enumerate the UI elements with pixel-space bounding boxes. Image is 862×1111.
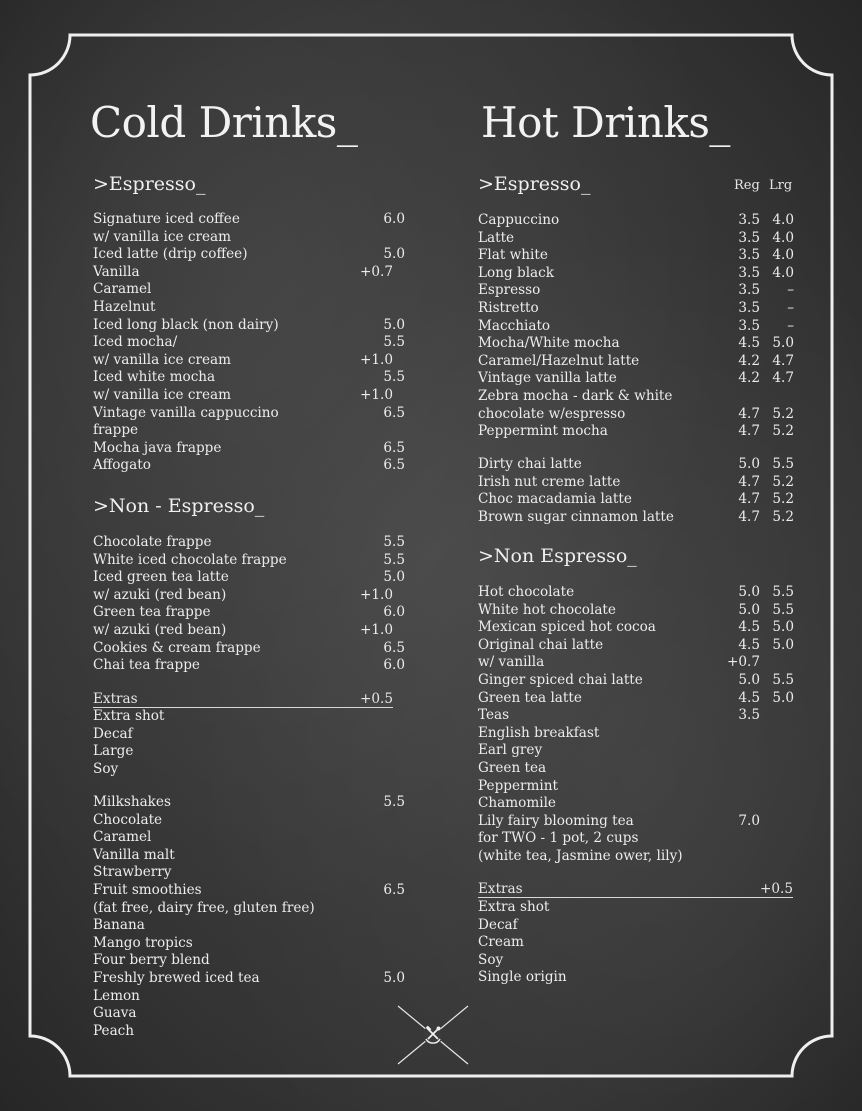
hot-drinks-title: Hot Drinks_ [481,98,730,147]
menu-item [478,637,808,655]
item-name: Ristretto [478,299,539,316]
item-price-regular: 4.5 [738,689,760,706]
menu-item [478,707,808,725]
extra-name: Soy [93,760,119,777]
item-name: (fat free, dairy free, gluten free) [93,899,315,916]
extra-item [478,969,808,987]
item-name: Ginger spiced chai latte [478,671,643,688]
item-name: Chai tea frappe [93,657,200,674]
item-price-regular: 4.7 [738,491,760,508]
item-name: Iced white mocha [93,369,216,386]
item-price-regular: 4.5 [738,335,760,352]
menu-item [93,281,413,299]
item-name: Dirty chai latte [478,456,582,472]
item-name: Original chai latte [478,636,604,653]
extra-item [93,708,413,726]
menu-item [93,847,413,865]
hot-extras-list [478,899,808,987]
item-price-regular: 3.5 [738,317,760,334]
menu-item [478,760,808,778]
menu-item [93,900,413,918]
menu-item [93,640,413,658]
menu-item [478,335,808,353]
item-price: 5.5 [383,551,405,568]
menu-item [478,265,808,283]
item-price-large: 5.2 [772,508,794,525]
menu-item [478,742,808,760]
item-name: Banana [93,917,145,934]
menu-item [478,509,808,527]
extra-name: Soy [478,951,504,968]
item-price-regular: 4.2 [738,370,760,387]
hot-non-espresso-list [478,584,808,866]
item-price: 6.5 [383,881,405,898]
menu-item [478,602,808,620]
cold-espresso-list [93,211,413,475]
menu-item [93,604,413,622]
menu-item [478,423,808,441]
menu-item [93,970,413,988]
item-price-regular: 3.5 [738,282,760,299]
item-price-large: 4.7 [772,370,794,387]
menu-item [93,917,413,935]
menu-item [93,657,413,675]
extra-name: Extra shot [478,899,550,915]
item-price: +1.0 [359,586,393,603]
item-name: Freshly brewed iced tea [93,969,260,986]
extra-item [478,934,808,952]
item-name: Green tea frappe [93,604,211,621]
item-name: Chocolate [93,811,163,828]
menu-item [93,405,413,423]
item-name: Four berry blend [93,952,210,969]
item-price-regular: 5.0 [738,671,760,688]
item-price: 6.5 [383,439,405,456]
menu-item [93,622,413,640]
item-name: Choc macadamia latte [478,491,632,508]
menu-item [478,318,808,336]
extra-item [93,726,413,744]
item-price: 5.0 [383,316,405,333]
item-name: Green tea [478,759,547,776]
menu-item [478,456,808,474]
item-name: w/ vanilla ice cream [93,228,232,245]
item-name: Brown sugar cinnamon latte [478,508,674,525]
menu-item [93,864,413,882]
item-price-regular: 5.0 [738,456,760,472]
item-price: +0.7 [359,263,393,280]
item-name: Teas [478,707,510,724]
item-name: Espresso [478,282,541,299]
hot-extras-price: +0.5 [759,881,793,897]
hot-espresso-heading: >Espresso_ [478,173,591,195]
item-name: w/ azuki (red bean) [93,586,227,603]
item-price: +1.0 [359,386,393,403]
menu-item [93,457,413,475]
item-name: Green tea latte [478,689,582,706]
item-price-large: 5.5 [772,584,794,600]
item-price-regular: 3.5 [738,247,760,264]
item-name: w/ azuki (red bean) [93,621,227,638]
item-price-large: – [787,317,794,334]
menu-item [478,830,808,848]
item-price-regular: 4.7 [738,508,760,525]
crossed-tools-emblem-icon [396,1004,470,1066]
item-price: +1.0 [359,621,393,638]
menu-item [93,569,413,587]
cold-espresso-heading: >Espresso_ [93,173,206,195]
item-name: Mexican spiced hot cocoa [478,619,656,636]
item-name: Hazelnut [93,298,156,315]
item-name: Chocolate frappe [93,534,212,550]
item-price: 6.5 [383,457,405,474]
item-name: Guava [93,1005,137,1022]
menu-item [478,672,808,690]
menu-item [93,422,413,440]
hot-col-lrg: Lrg [769,178,793,193]
extra-item [478,899,808,917]
menu-item [478,230,808,248]
menu-item [478,848,808,866]
item-price-large: 4.0 [772,247,794,264]
extra-item [478,952,808,970]
item-price-large: 5.5 [772,671,794,688]
item-price-large: 4.7 [772,352,794,369]
item-price: 6.0 [383,604,405,621]
item-price-large: 5.0 [772,689,794,706]
item-price-large: 5.5 [772,601,794,618]
cold-drinks-title: Cold Drinks_ [90,98,358,147]
menu-item [93,534,413,552]
hot-chai-list [478,456,808,526]
item-name: Cookies & cream frappe [93,639,261,656]
menu-item [478,370,808,388]
item-name: chocolate w/espresso [478,405,626,422]
menu-item [93,352,413,370]
menu-item [93,552,413,570]
menu-item [478,778,808,796]
menu-item [93,264,413,282]
item-name: Peppermint [478,777,558,794]
item-name: w/ vanilla ice cream [93,351,232,368]
item-price-large: 5.0 [772,335,794,352]
extra-item [478,917,808,935]
item-name: w/ vanilla ice cream [93,386,232,403]
item-price-large: 4.0 [772,212,794,228]
menu-item [478,353,808,371]
item-price: 5.0 [383,246,405,263]
menu-item [93,334,413,352]
item-price: 6.5 [383,404,405,421]
item-name: Iced green tea latte [93,569,229,586]
item-price-regular: 3.5 [738,229,760,246]
item-price: 5.0 [383,569,405,586]
hot-extras-label: Extras [478,881,523,897]
item-price-regular: 4.7 [738,473,760,490]
menu-item [478,491,808,509]
extra-name: Cream [478,934,524,951]
item-name: Chamomile [478,795,556,812]
menu-item [93,1005,413,1023]
item-name: Flat white [478,247,548,264]
item-name: Affogato [93,457,151,474]
item-price-regular: 3.5 [738,299,760,316]
menu-item [93,1023,413,1041]
item-name: Mocha java frappe [93,439,222,456]
item-price-regular: 3.5 [738,212,760,228]
item-price-regular: 3.5 [738,264,760,281]
item-name: (white tea, Jasmine ower, lily) [478,847,683,864]
item-name: Iced mocha/ [93,334,178,351]
menu-item [478,406,808,424]
menu-item [478,247,808,265]
menu-item [93,369,413,387]
menu-item [93,211,413,229]
item-price: 5.5 [383,534,405,550]
menu-item [478,654,808,672]
item-name: Strawberry [93,864,172,881]
menu-item [478,212,808,230]
item-price: 6.0 [383,657,405,674]
item-name: Milkshakes [93,794,171,810]
menu-item [93,299,413,317]
item-name: Caramel/Hazelnut latte [478,352,640,369]
item-name: Vanilla malt [93,846,175,863]
menu-item [93,882,413,900]
item-price-regular: 4.7 [738,423,760,440]
menu-item [93,829,413,847]
extra-name: Decaf [478,916,518,933]
item-price: 6.5 [383,639,405,656]
menu-item [478,474,808,492]
menu-item [478,725,808,743]
hot-espresso-list [478,212,808,441]
cold-non-espresso-list [93,534,413,675]
menu-item [478,690,808,708]
extra-name: Decaf [93,725,133,742]
item-price-large: 5.2 [772,405,794,422]
menu-item [93,317,413,335]
menu-item [93,988,413,1006]
item-name: Signature iced coffee [93,211,240,227]
item-name: Vanilla [93,263,140,280]
hot-extras-rule [478,897,793,898]
menu-item [93,587,413,605]
menu-item [478,813,808,831]
extra-item [93,743,413,761]
item-price-regular: 4.5 [738,636,760,653]
menu-item [93,440,413,458]
item-price-large: 4.0 [772,264,794,281]
hot-col-reg: Reg [734,178,760,193]
menu-item [478,795,808,813]
item-name: frappe [93,422,139,439]
item-price: 5.5 [383,794,405,810]
item-price-large: 5.0 [772,636,794,653]
menu-item [93,812,413,830]
item-price-regular: 5.0 [738,584,760,600]
extra-name: Large [93,743,134,760]
item-price-regular: 4.7 [738,405,760,422]
menu-item [93,935,413,953]
item-name: Caramel [93,281,152,298]
item-price: 5.0 [383,969,405,986]
item-price-large: 4.0 [772,229,794,246]
menu-item [478,300,808,318]
cold-non-espresso-heading: >Non - Espresso_ [93,495,265,517]
item-name: Iced latte (drip coffee) [93,246,248,263]
item-price-large: 5.2 [772,423,794,440]
item-name: Lily fairy blooming tea [478,812,634,829]
menu-item [478,282,808,300]
item-name: Latte [478,229,515,246]
item-price: 5.5 [383,334,405,351]
item-name: White iced chocolate frappe [93,551,287,568]
item-price-large: – [787,282,794,299]
item-price-large: – [787,299,794,316]
extra-name: Single origin [478,969,567,986]
menu-item [93,229,413,247]
cold-extras-label: Extras [93,691,138,707]
item-name: Fruit smoothies [93,881,202,898]
item-name: Vintage vanilla cappuccino [93,404,279,421]
item-price-regular: 4.2 [738,352,760,369]
extra-item [93,761,413,779]
item-name: English breakfast [478,724,600,741]
item-price-regular: 4.5 [738,619,760,636]
item-name: for TWO - 1 pot, 2 cups [478,830,639,847]
menu-item [93,246,413,264]
item-price-regular: 5.0 [738,601,760,618]
menu-item [478,584,808,602]
item-name: Mocha/White mocha [478,335,620,352]
menu-item [93,952,413,970]
item-price: 6.0 [383,211,405,227]
menu-item [93,387,413,405]
item-price: +1.0 [359,351,393,368]
item-name: Peppermint mocha [478,423,608,440]
item-price-large: 5.2 [772,473,794,490]
item-price-regular: 7.0 [738,812,760,829]
item-name: Lemon [93,987,140,1004]
menu-item [93,794,413,812]
item-price: 5.5 [383,369,405,386]
item-name: Earl grey [478,742,543,759]
menu-item [478,619,808,637]
item-name: Vintage vanilla latte [478,370,617,387]
hot-non-espresso-heading: >Non Espresso_ [478,545,637,567]
cold-extras-price: +0.5 [359,691,393,707]
item-name: Cappuccino [478,212,560,228]
item-price-large: 5.2 [772,491,794,508]
item-name: Mango tropics [93,934,193,951]
item-name: w/ vanilla [478,654,545,671]
item-name: Irish nut creme latte [478,473,621,490]
item-name: Caramel [93,829,152,846]
cold-more-list [93,794,413,1040]
extra-name: Extra shot [93,708,165,724]
item-price-regular: +0.7 [726,654,760,671]
item-price-large: 5.0 [772,619,794,636]
item-name: Macchiato [478,317,551,334]
menu-item [478,388,808,406]
item-price-large: 5.5 [772,456,794,472]
item-name: Long black [478,264,554,281]
item-price-regular: 3.5 [738,707,760,724]
item-name: Hot chocolate [478,584,575,600]
item-name: White hot chocolate [478,601,616,618]
cold-extras-list [93,708,413,778]
item-name: Iced long black (non dairy) [93,316,279,333]
item-name: Peach [93,1022,135,1039]
item-name: Zebra mocha - dark & white [478,387,673,404]
